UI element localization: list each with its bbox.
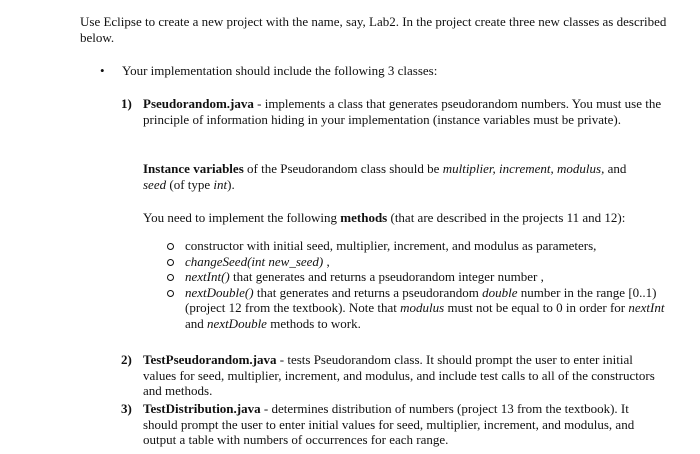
item-2-desc: - tests Pseudorandom class. It should prompt the user to enter initial values for seed, multiplier, increment, and modulus, and include test calls to all of the constructors and methods. [143, 352, 655, 398]
instance-and: and [604, 161, 627, 176]
item-3-title: TestDistribution.java [143, 401, 261, 416]
item-1-title: Pseudorandom.java [143, 96, 254, 111]
circle-bullet-icon [167, 243, 174, 250]
bullet-text: Your implementation should include the following 3 classes: [122, 63, 438, 78]
circle-bullet-icon [167, 290, 174, 297]
item-3-desc: - determines distribution of numbers (project 13 from the textbook). It should prompt the user to enter initial values for seed, multiplier, increment, and modulus, and output a table with numbers of occurrences for each range. [143, 401, 635, 447]
intro-paragraph: Use Eclipse to create a new project with the name, say, Lab2. In the project create three new classes as described below. [80, 14, 667, 45]
method-name: nextInt() [185, 269, 230, 284]
item-3-description [143, 401, 663, 448]
item-number-2: 2) [121, 352, 132, 367]
method-text: must not be equal to 0 in order for [444, 300, 629, 315]
instance-mid: of the Pseudorandom class should be [243, 161, 443, 176]
item-1-description [143, 96, 663, 127]
instance-type: int [213, 176, 228, 192]
method-emphasis: double [482, 284, 518, 300]
methods-paragraph [143, 210, 683, 226]
method-text: methods to work. [266, 315, 361, 331]
method-item-changeseed [165, 254, 675, 270]
instance-seed: seed [143, 176, 167, 192]
method-text: that generates and returns a pseudorandom [253, 284, 483, 300]
instance-type-post: ). [227, 176, 235, 192]
instance-lead: Instance variables [143, 161, 244, 176]
method-emphasis: nextInt [628, 300, 665, 315]
methods-pre: You need to implement the following [143, 210, 341, 225]
methods-list [165, 238, 675, 331]
methods-post: (that are described in the projects 11 and 12): [387, 210, 626, 225]
circle-bullet-icon [167, 274, 174, 281]
method-item-constructor [165, 238, 675, 254]
bullet-dot-icon: • [100, 63, 105, 78]
item-number-3: 3) [121, 401, 132, 416]
method-name: nextDouble() [185, 284, 254, 300]
instance-variables-paragraph [143, 161, 673, 192]
methods-bold: methods [340, 210, 388, 225]
instance-vars: multiplier, increment, modulus, [442, 161, 605, 176]
method-text: constructor with initial seed, multiplier, increment, and modulus as parameters, [185, 238, 597, 253]
method-text: that generates and returns a pseudorandom integer number , [229, 269, 544, 284]
item-1-desc: - implements a class that generates pseudorandom numbers. You must use the principle of information hiding in your implementation (instance variables must be private). [143, 96, 662, 127]
method-emphasis: nextDouble [207, 315, 267, 331]
circle-bullet-icon [167, 259, 174, 266]
item-2-title: TestPseudorandom.java [143, 352, 277, 367]
method-item-nextint [165, 269, 675, 285]
instance-type-pre: (of type [166, 176, 214, 192]
method-emphasis: modulus [400, 300, 445, 315]
method-text: , [323, 253, 330, 269]
item-number-1: 1) [121, 96, 132, 111]
item-2-description [143, 352, 658, 399]
method-item-nextdouble [165, 285, 675, 332]
method-text: and [185, 315, 208, 331]
method-text: number in the range [0..1) (project 12 from the textbook). Note that [185, 284, 657, 315]
method-name: changeSeed(int new_seed) [185, 253, 324, 269]
